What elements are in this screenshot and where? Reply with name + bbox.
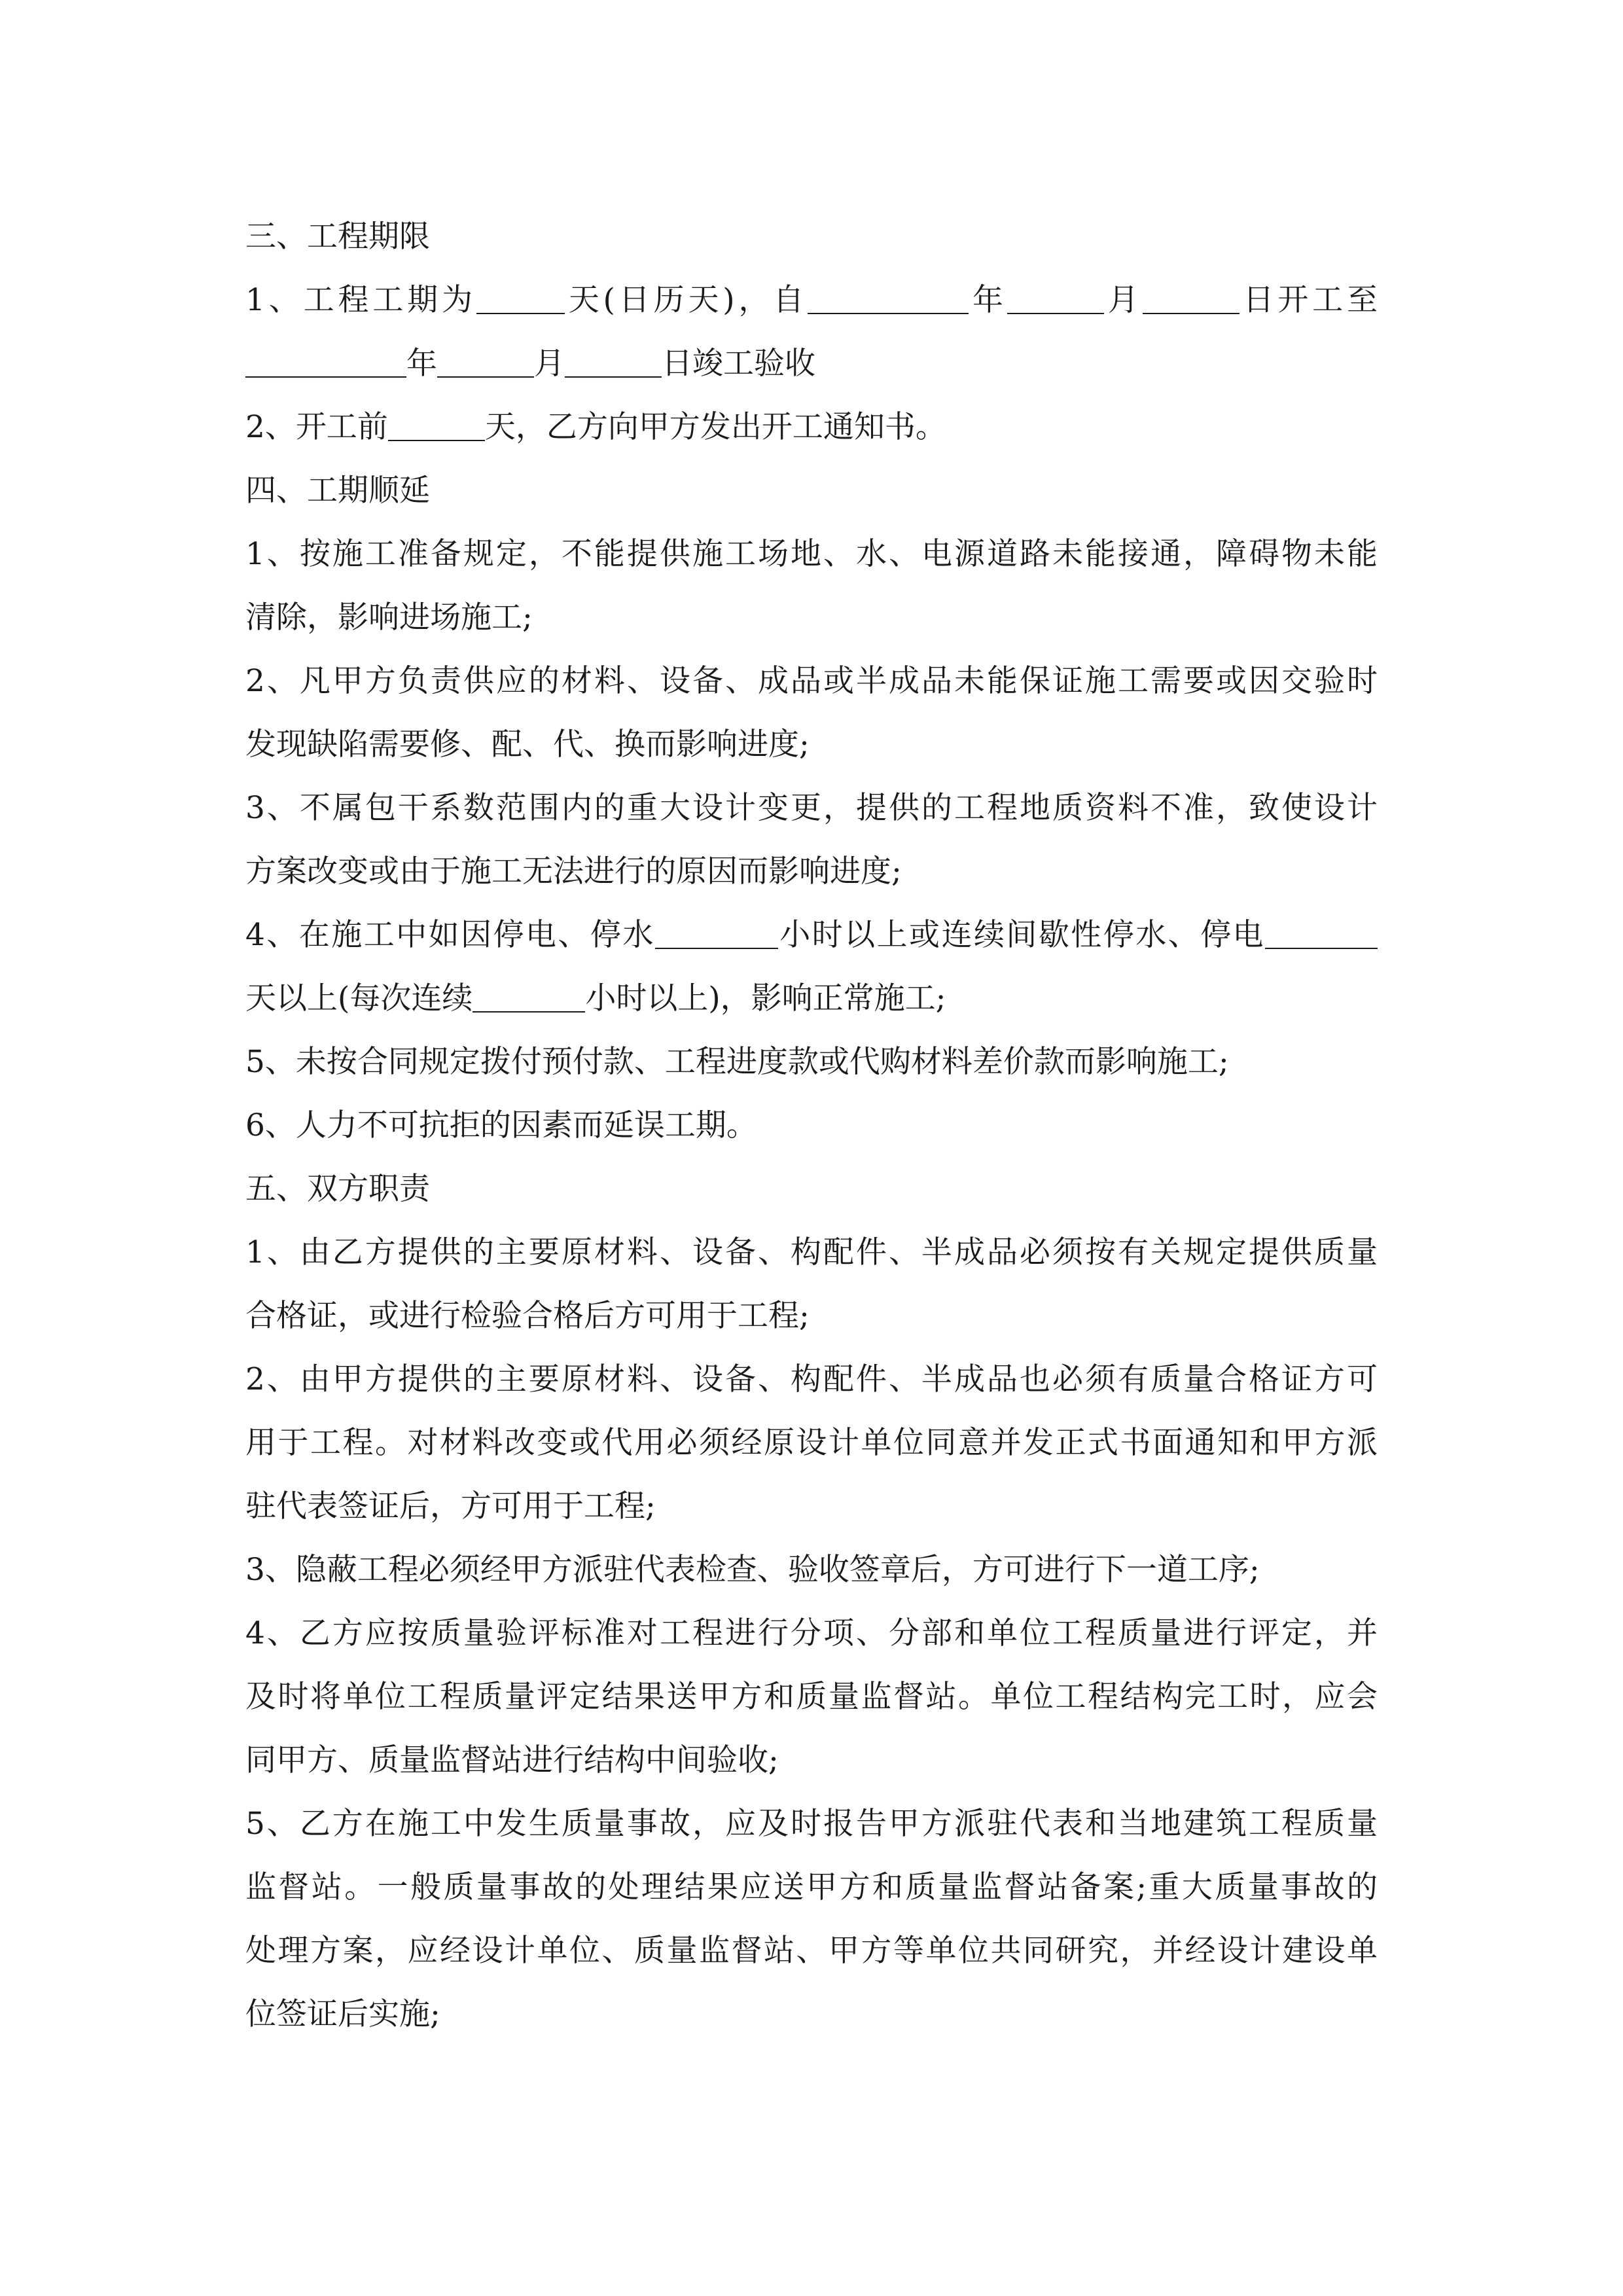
- extension-item-2-line-2: 发现缺陷需要修、配、代、换而影响进度;: [245, 726, 810, 762]
- contract-body: [245, 205, 1378, 2046]
- text-segment: 年: [969, 282, 1007, 318]
- section-heading-extension: 四、工期顺延: [245, 473, 430, 509]
- text-segment: 天(日历天)，自: [564, 282, 808, 318]
- fill-blank-end-year[interactable]: [245, 344, 406, 377]
- fill-blank-outage-hours[interactable]: [655, 915, 778, 948]
- duty-item-5-line-2: 监督站。一般质量事故的处理结果应送甲方和质量监督站备案;重大质量事故的: [245, 1869, 1378, 1905]
- schedule-item-1-line-1: [245, 268, 1378, 332]
- extension-item-5: 5、未按合同规定拨付预付款、工程进度款或代购材料差价款而影响施工;: [245, 1044, 1229, 1080]
- duty-item-5-line-4: 位签证后实施;: [245, 1996, 440, 2032]
- duty-item-3: 3、隐蔽工程必须经甲方派驻代表检查、验收签章后，方可进行下一道工序;: [245, 1552, 1260, 1588]
- fill-blank-days[interactable]: [476, 280, 565, 314]
- fill-blank-start-day[interactable]: [1143, 280, 1240, 314]
- duty-item-4-line-2: 及时将单位工程质量评定结果送甲方和质量监督站。单位工程结构完工时，应会: [245, 1679, 1378, 1715]
- duty-item-4-line-1: 4、乙方应按质量验评标准对工程进行分项、分部和单位工程质量进行评定，并: [245, 1615, 1378, 1651]
- text-segment: 日开工至: [1239, 282, 1378, 318]
- fill-blank-outage-days[interactable]: [1265, 915, 1378, 948]
- duty-item-2-line-2: 用于工程。对材料改变或代用必须经原设计单位同意并发正式书面通知和甲方派: [245, 1425, 1378, 1461]
- duty-item-5-line-1: 5、乙方在施工中发生质量事故，应及时报告甲方派驻代表和当地建筑工程质量: [245, 1806, 1378, 1842]
- fill-blank-continuous-hours[interactable]: [473, 978, 585, 1012]
- section-heading-responsibilities: 五、双方职责: [245, 1171, 430, 1207]
- extension-item-1-line-2: 清除，影响进场施工;: [245, 600, 533, 636]
- duty-item-2-line-3: 驻代表签证后，方可用于工程;: [245, 1488, 656, 1524]
- fill-blank-notice-days[interactable]: [388, 407, 485, 440]
- text-segment: 年: [406, 346, 437, 382]
- fill-blank-end-day[interactable]: [565, 344, 662, 377]
- extension-item-2-line-1: 2、凡甲方负责供应的材料、设备、成品或半成品未能保证施工需要或因交验时: [245, 663, 1378, 699]
- schedule-item-2: [245, 395, 1378, 459]
- section-heading-schedule: 三、工程期限: [245, 219, 430, 255]
- extension-item-4-line-1: [245, 903, 1378, 967]
- fill-blank-start-year[interactable]: [808, 280, 969, 314]
- extension-item-3-line-1: 3、不属包干系数范围内的重大设计变更，提供的工程地质资料不准，致使设计: [245, 790, 1378, 826]
- extension-item-3-line-2: 方案改变或由于施工无法进行的原因而影响进度;: [245, 853, 902, 889]
- text-segment: 天以上(每次连续: [245, 980, 473, 1016]
- text-segment: 4、在施工中如因停电、停水: [245, 917, 655, 953]
- text-segment: 小时以上或连续间歇性停水、停电: [777, 917, 1266, 953]
- extension-item-6: 6、人力不可抗拒的因素而延误工期。: [245, 1107, 757, 1143]
- duty-item-4-line-3: 同甲方、质量监督站进行结构中间验收;: [245, 1742, 779, 1778]
- text-segment: 天，乙方向甲方发出开工通知书。: [484, 409, 946, 445]
- schedule-item-1-line-2: [245, 332, 1378, 395]
- text-segment: 1、工程工期为: [245, 282, 476, 318]
- extension-item-4-line-2: [245, 967, 1378, 1030]
- duty-item-1-line-2: 合格证，或进行检验合格后方可用于工程;: [245, 1298, 810, 1334]
- text-segment: 日竣工验收: [662, 346, 815, 382]
- duty-item-2-line-1: 2、由甲方提供的主要原材料、设备、构配件、半成品也必须有质量合格证方可: [245, 1361, 1378, 1397]
- extension-item-1-line-1: 1、按施工准备规定，不能提供施工场地、水、电源道路未能接通，障碍物未能: [245, 536, 1378, 572]
- text-segment: 月: [534, 346, 565, 382]
- text-segment: 月: [1103, 282, 1143, 318]
- text-segment: 2、开工前: [245, 409, 388, 445]
- fill-blank-end-month[interactable]: [437, 344, 534, 377]
- duty-item-1-line-1: 1、由乙方提供的主要原材料、设备、构配件、半成品必须按有关规定提供质量: [245, 1234, 1378, 1270]
- fill-blank-start-month[interactable]: [1007, 280, 1104, 314]
- duty-item-5-line-3: 处理方案，应经设计单位、质量监督站、甲方等单位共同研究，并经设计建设单: [245, 1933, 1378, 1969]
- text-segment: 小时以上)，影响正常施工;: [585, 980, 946, 1016]
